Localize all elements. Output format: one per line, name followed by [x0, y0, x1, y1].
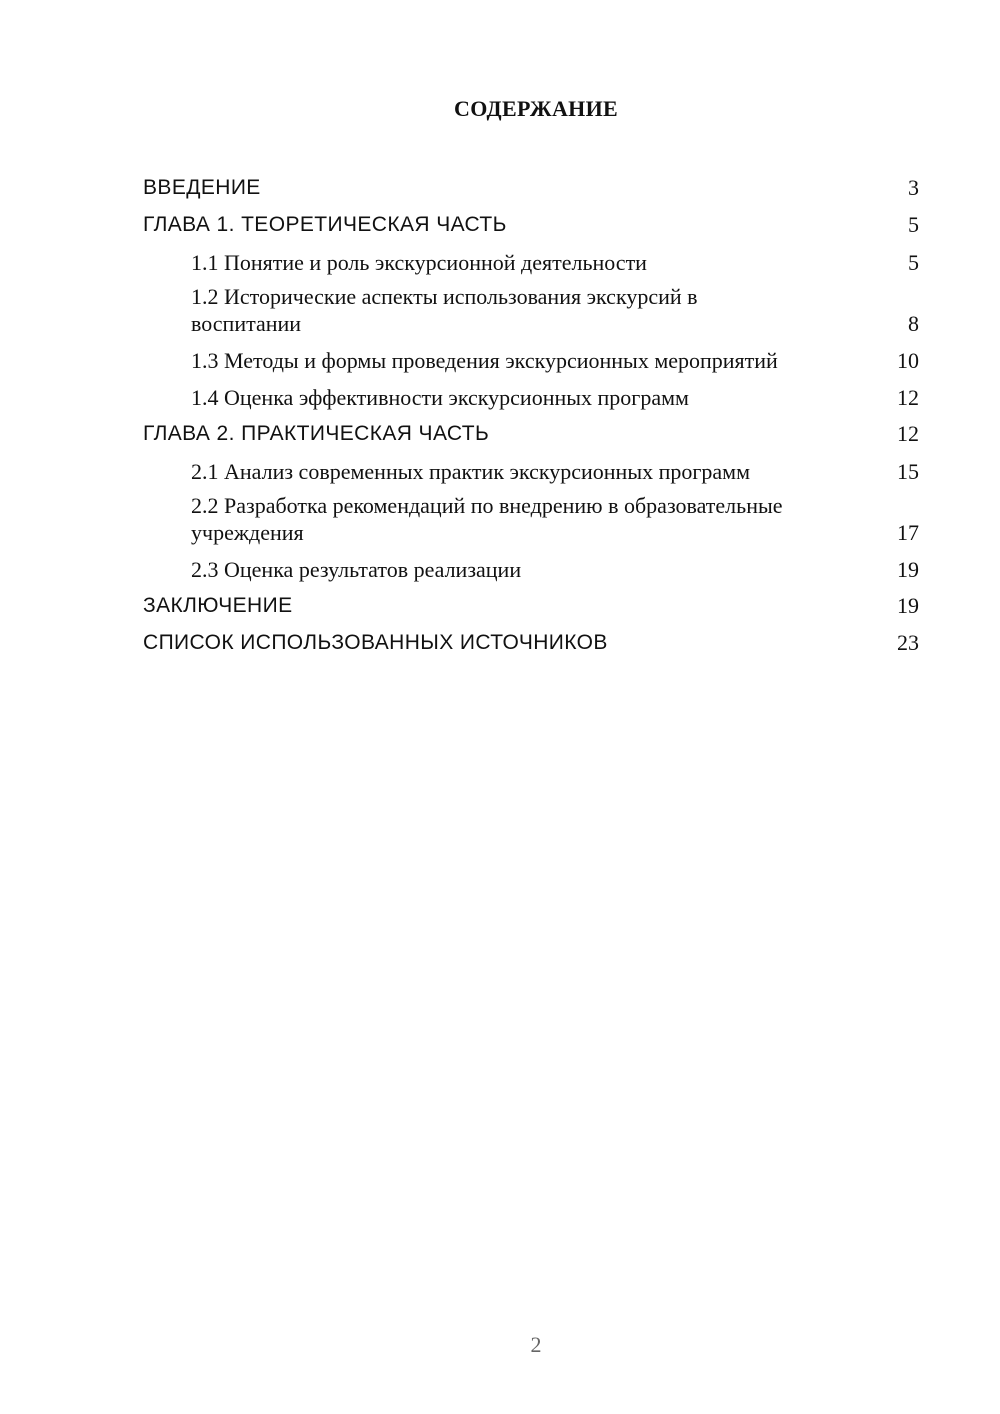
toc-entry-introduction[interactable] [143, 168, 919, 205]
toc-entry-page: 3 [908, 175, 919, 200]
toc-entry-label: 1.3 Методы и формы проведения экскурсионных мероприятий [191, 348, 778, 373]
toc-entry-section-1-1[interactable] [143, 242, 919, 279]
toc-entry-label: 1.1 Понятие и роль экскурсионной деятельности [191, 250, 647, 275]
toc-entry-section-1-4[interactable] [143, 377, 919, 414]
toc-entry-label: ВВЕДЕНИЕ [143, 176, 261, 199]
toc-entry-label: 1.2 Исторические аспекты использования экскурсий в воспитании [191, 284, 698, 336]
toc-entry-label: ГЛАВА 1. ТЕОРЕТИЧЕСКАЯ ЧАСТЬ [143, 213, 507, 236]
toc-entry-section-1-2[interactable] [143, 279, 919, 340]
toc-entry-references[interactable] [143, 623, 919, 660]
table-of-contents [143, 168, 919, 660]
toc-entry-label: СПИСОК ИСПОЛЬЗОВАННЫХ ИСТОЧНИКОВ [143, 631, 608, 654]
toc-heading: СОДЕРЖАНИЕ [454, 96, 618, 121]
toc-entry-page: 19 [897, 557, 919, 582]
toc-entry-page: 12 [897, 385, 919, 410]
toc-entry-label: 2.3 Оценка результатов реализации [191, 557, 522, 582]
toc-entry-page: 5 [908, 250, 919, 275]
toc-entry-page: 15 [897, 459, 919, 484]
toc-entry-page: 17 [897, 520, 919, 545]
toc-entry-chapter-1[interactable] [143, 205, 919, 242]
toc-entry-section-2-1[interactable] [143, 451, 919, 488]
toc-entry-label: 2.2 Разработка рекомендаций по внедрению в образовательные учреждения [191, 493, 783, 545]
toc-entry-page: 23 [897, 630, 919, 655]
toc-entry-conclusion[interactable] [143, 586, 919, 623]
toc-entry-page: 5 [908, 212, 919, 237]
toc-entry-page: 12 [897, 421, 919, 446]
toc-entry-label: 1.4 Оценка эффективности экскурсионных программ [191, 385, 689, 410]
toc-entry-label: ЗАКЛЮЧЕНИЕ [143, 594, 293, 617]
toc-entry-chapter-2[interactable] [143, 414, 919, 451]
toc-entry-section-2-2[interactable] [143, 488, 919, 549]
toc-entry-page: 10 [897, 348, 919, 373]
toc-entry-page: 19 [897, 593, 919, 618]
toc-entry-section-2-3[interactable] [143, 549, 919, 586]
page-number: 2 [530, 1332, 542, 1357]
toc-entry-label: 2.1 Анализ современных практик экскурсионных программ [191, 459, 751, 484]
toc-entry-page: 8 [908, 311, 919, 336]
toc-entry-section-1-3[interactable] [143, 340, 919, 377]
toc-entry-label: ГЛАВА 2. ПРАКТИЧЕСКАЯ ЧАСТЬ [143, 422, 490, 445]
